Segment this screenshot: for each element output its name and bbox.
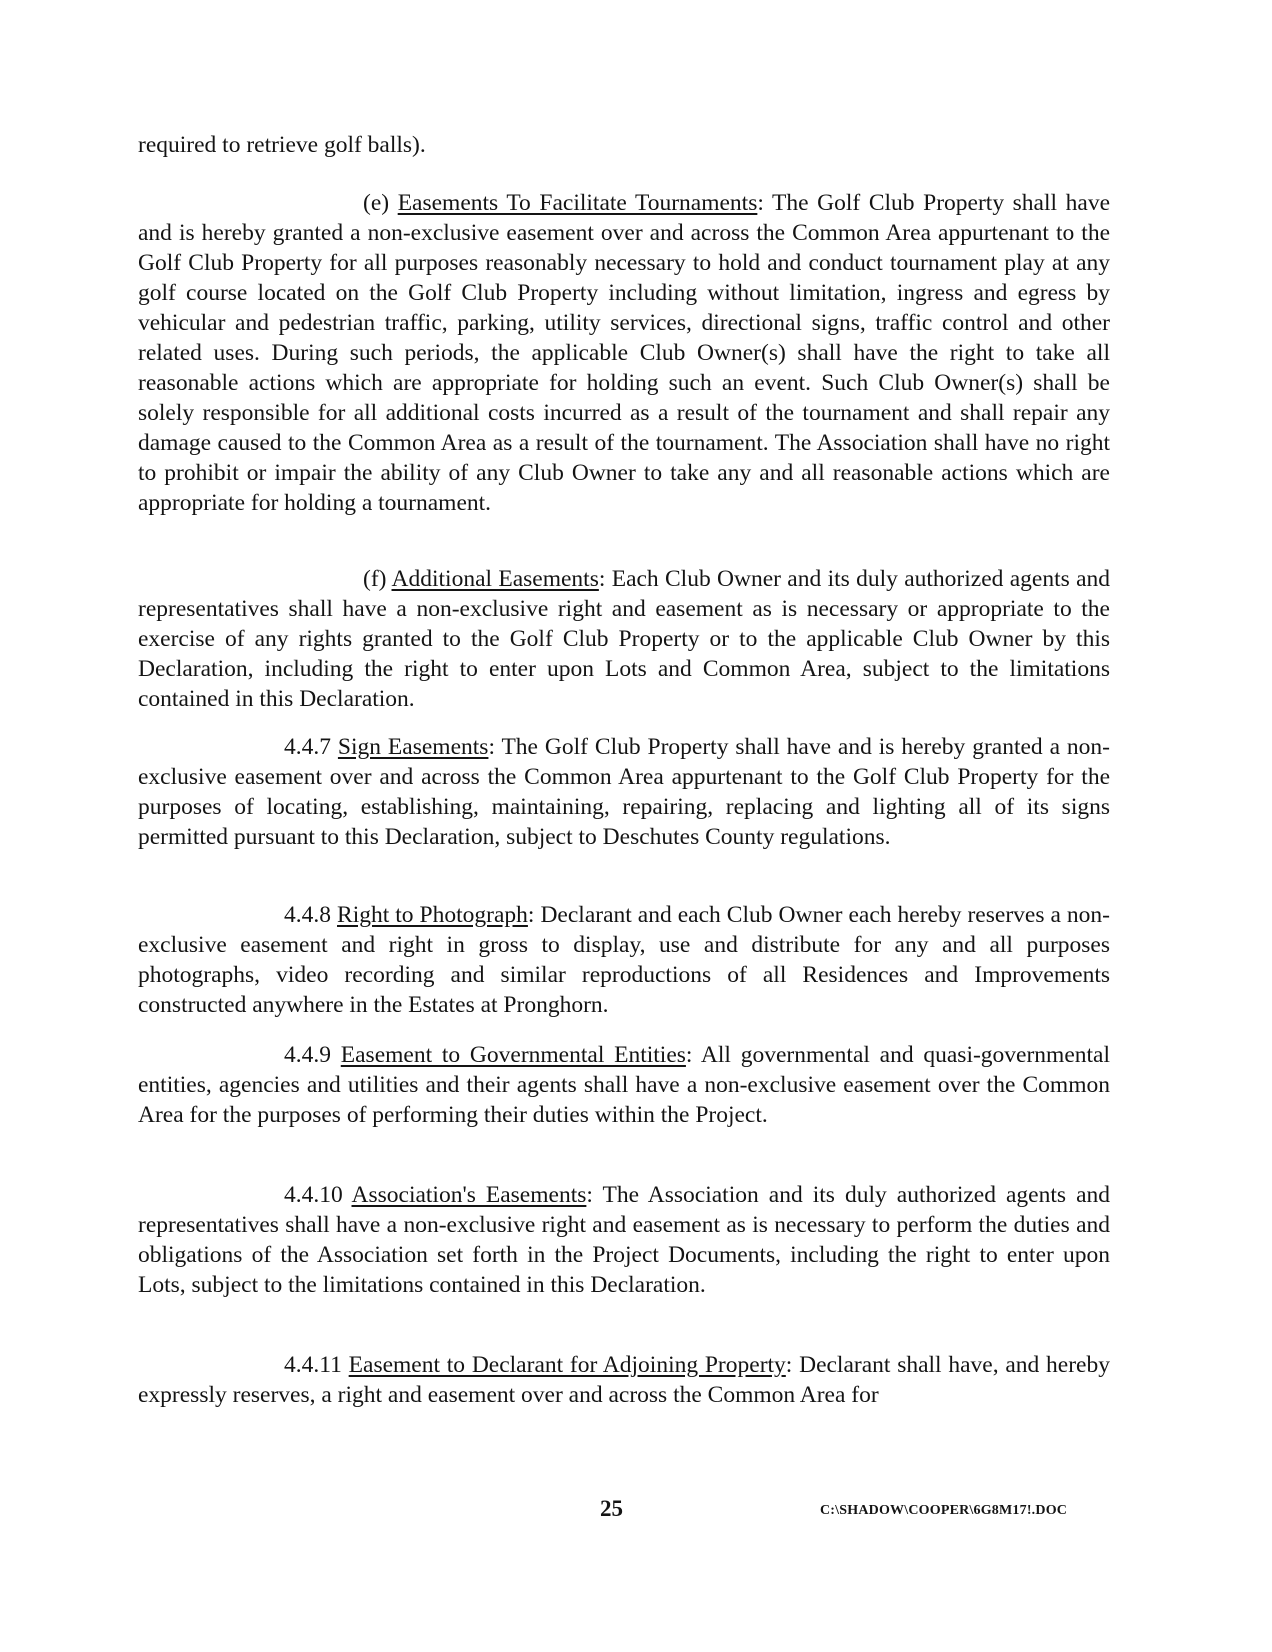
paragraph-text: required to retrieve golf balls). <box>138 132 426 158</box>
section-heading: Easement to Governmental Entities <box>340 1042 686 1068</box>
section-body: : Declarant shall have, and hereby expressly reserves, a right and easement over and across the Common Area for <box>138 1352 1110 1408</box>
paragraph-e-tournament-easements <box>138 188 1110 518</box>
section-body: : Declarant and each Club Owner each hereby reserves a non-exclusive easement and right in gross to display, use and distribute for any and all purposes photographs, video recording and similar reproductions of all Residences and Improvements constructed anywhere in the Estates at Pronghorn. <box>138 902 1110 1018</box>
section-heading: Easement to Declarant for Adjoining Property <box>348 1352 786 1378</box>
section-4-4-9-governmental-entities <box>138 1040 1110 1130</box>
section-4-4-11-adjoining-property <box>138 1350 1110 1410</box>
section-heading: Additional Easements <box>391 566 599 592</box>
section-body: : The Association and its duly authorized agents and representatives shall have a non-exclusive right and easement as is necessary to perform the duties and obligations of the Association set forth in the Project Documents, including the right to enter upon Lots, subject to the limitations contained in this Declaration. <box>138 1182 1110 1298</box>
section-4-4-7-sign-easements <box>138 732 1110 852</box>
section-4-4-10-association-easements <box>138 1180 1110 1300</box>
document-path: C:\SHADOW\COOPER\6G8M17!.DOC <box>820 1503 1068 1518</box>
section-number: 4.4.11 <box>284 1352 349 1378</box>
section-heading: Sign Easements <box>337 734 489 760</box>
section-heading: Easements To Facilitate Tournaments <box>397 190 758 216</box>
section-number: 4.4.10 <box>284 1182 352 1208</box>
section-body: : The Golf Club Property shall have and is hereby granted a non-exclusive easement over and across the Common Area appurtenant to the Golf Club Property for all purposes reasonably necessary to hold and conduct tournament play at any golf course located on the Golf Club Property including without limitation, ingress and egress by vehicular and pedestrian traffic, parking, utility services, directional signs, traffic control and other related uses. During such periods, the applicable Club Owner(s) shall have the right to take all reasonable actions which are appropriate for holding such an event. Such Club Owner(s) shall be solely responsible for all additional costs incurred as a result of the tournament and shall repair any damage caused to the Common Area as a result of the tournament. The Association shall have no right to prohibit or impair the ability of any Club Owner to take any and all reasonable actions which are appropriate for holding a tournament. <box>138 190 1110 516</box>
page-number: 25 <box>600 1496 623 1521</box>
section-number: 4.4.9 <box>284 1042 341 1068</box>
section-number: 4.4.8 <box>284 902 338 928</box>
section-number: 4.4.7 <box>284 734 338 760</box>
section-body: : The Golf Club Property shall have and is hereby granted a non-exclusive easement over and across the Common Area appurtenant to the Golf Club Property for the purposes of locating, establishing, maintaining, repairing, replacing and lighting all of its signs permitted pursuant to this Declaration, subject to Deschutes County regulations. <box>138 734 1111 850</box>
paragraph-f-additional-easements <box>138 564 1110 714</box>
section-heading: Association's Easements <box>351 1182 587 1208</box>
section-4-4-8-right-to-photograph <box>138 900 1110 1020</box>
section-number: (e) <box>363 190 398 216</box>
section-body: : All governmental and quasi-governmental entities, agencies and utilities and their agents shall have a non-exclusive easement over the Common Area for the purposes of performing their duties within the Project. <box>138 1042 1111 1128</box>
section-number: (f) <box>363 566 392 592</box>
section-body: : Each Club Owner and its duly authorized agents and representatives shall have a non-exclusive right and easement as is necessary or appropriate to the exercise of any rights granted to the Golf Club Property or to the applicable Club Owner by this Declaration, including the right to enter upon Lots and Common Area, subject to the limitations contained in this Declaration. <box>138 566 1110 712</box>
section-heading: Right to Photograph <box>337 902 528 928</box>
continued-paragraph <box>138 130 1110 160</box>
